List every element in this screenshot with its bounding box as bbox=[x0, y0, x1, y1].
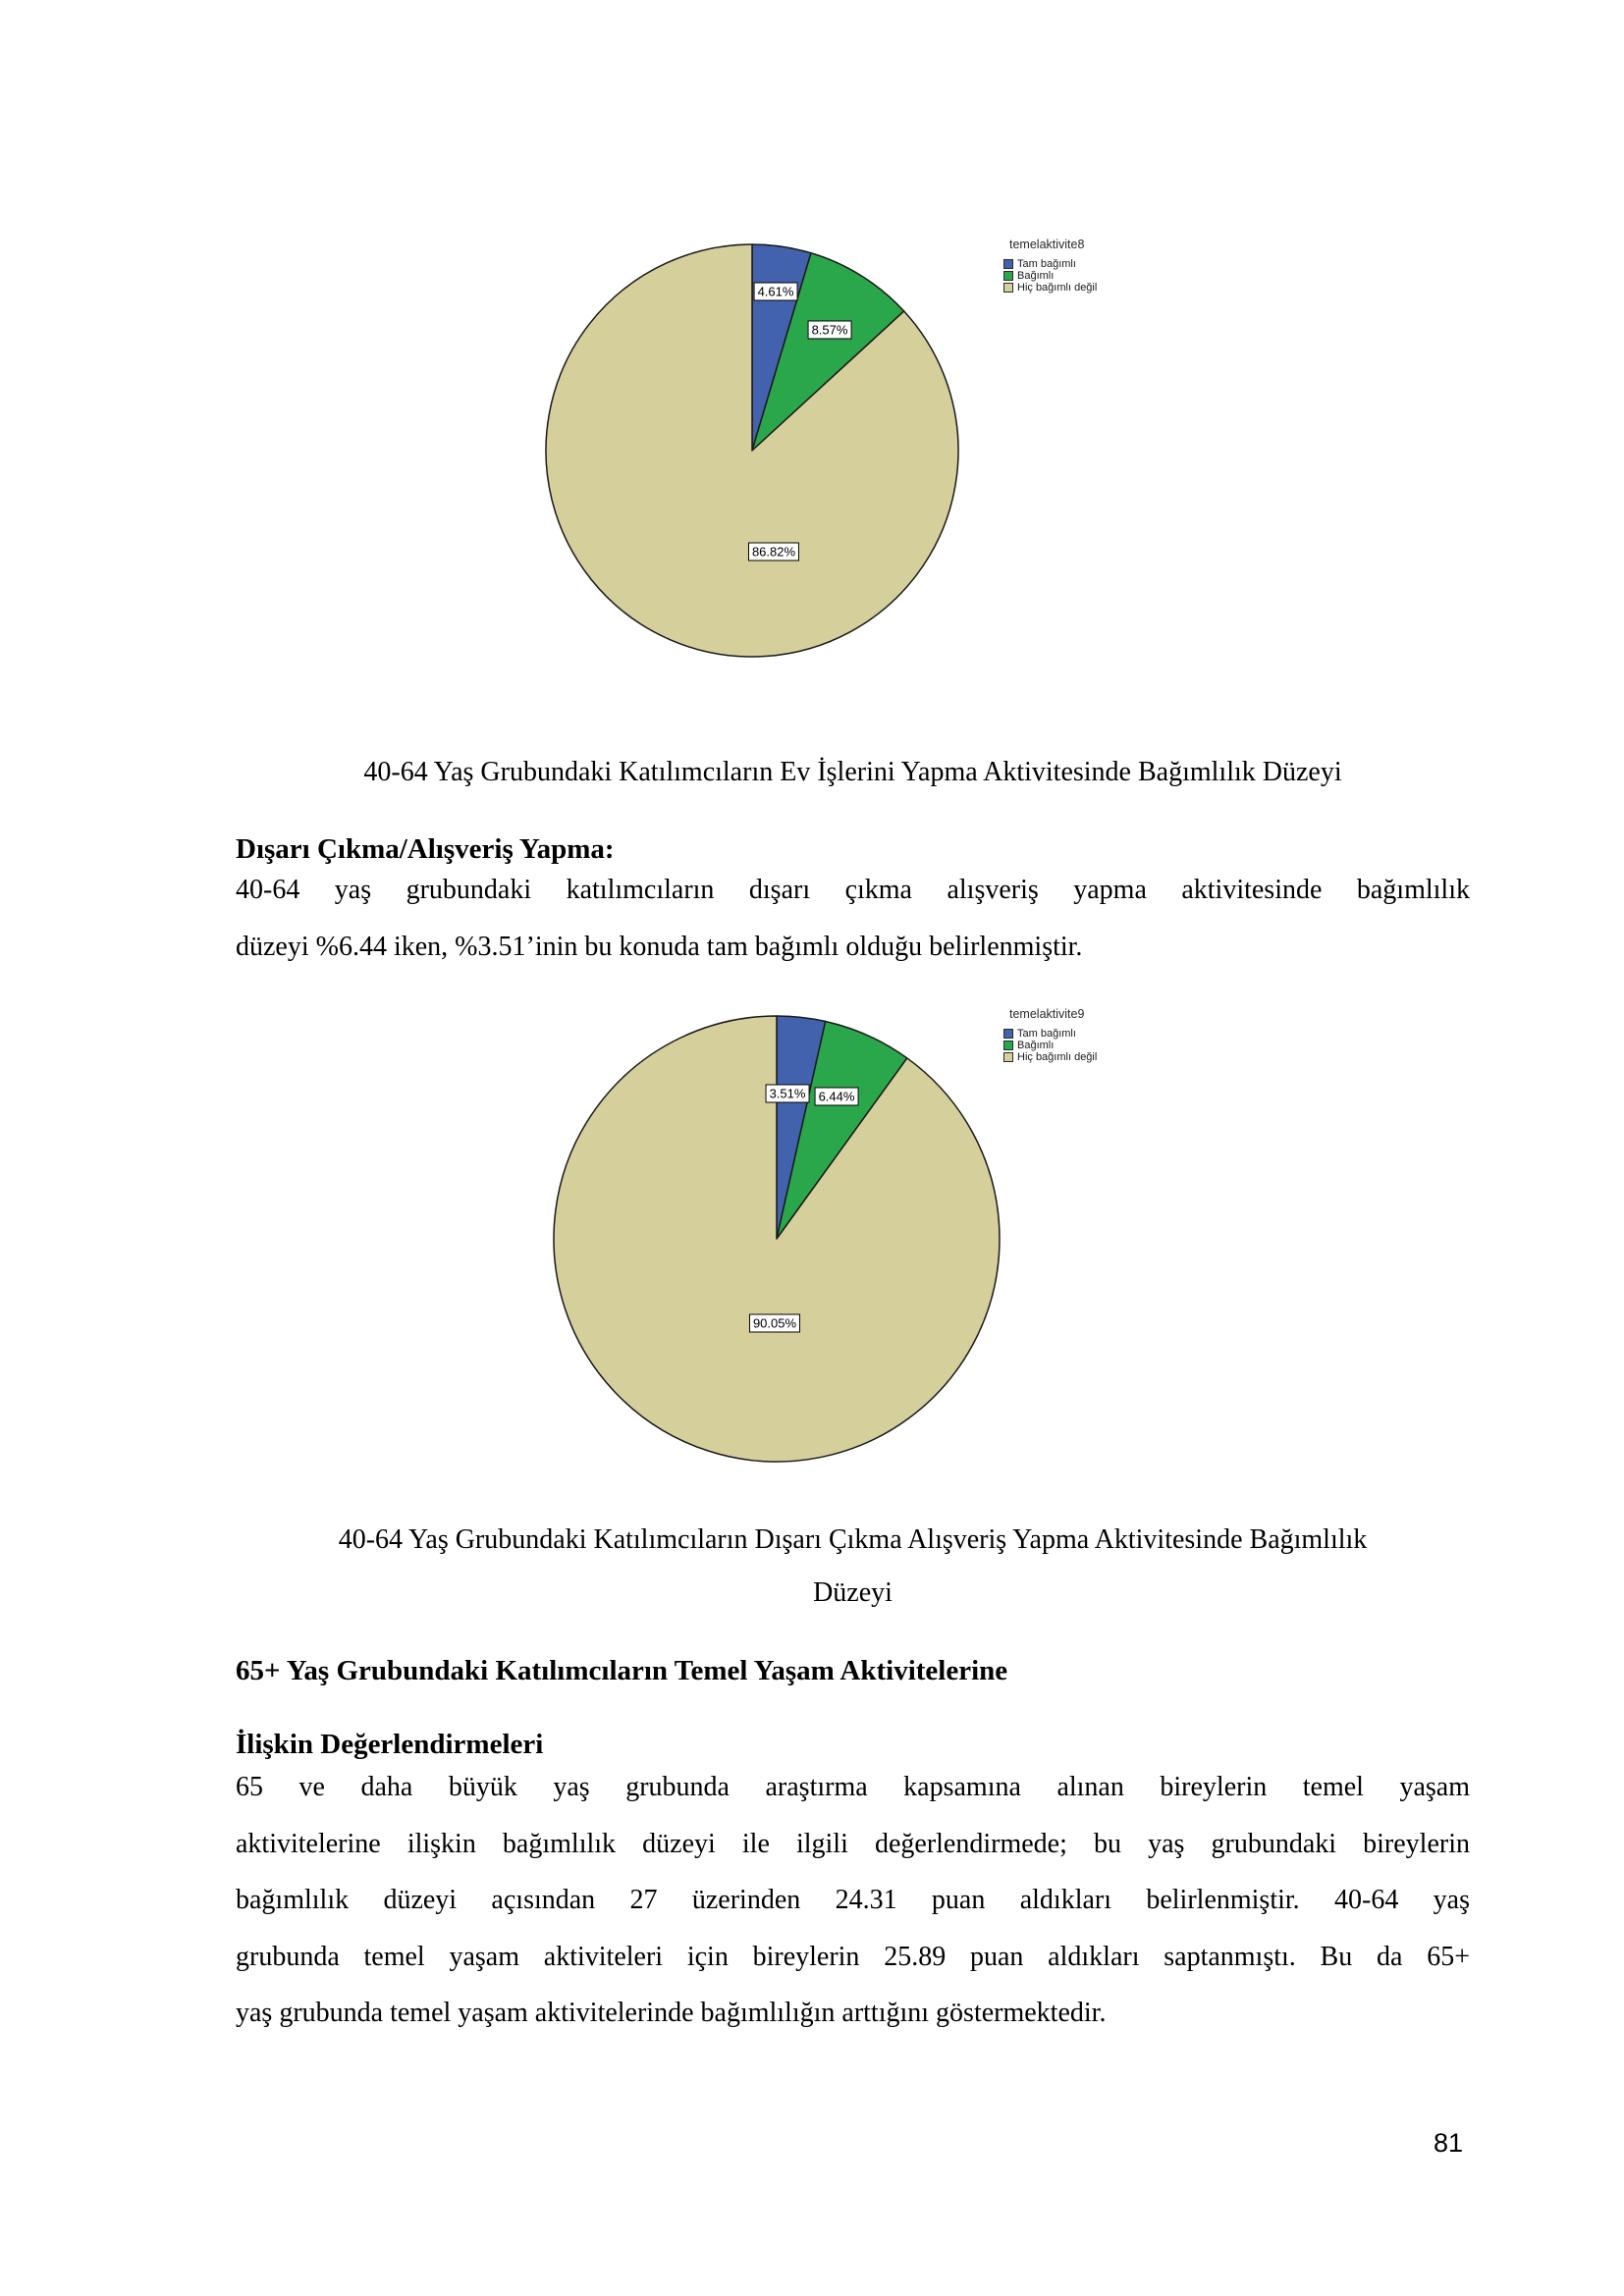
pie-chart-svg bbox=[432, 224, 1198, 695]
legend-title: temelaktivite9 bbox=[1009, 1007, 1085, 1021]
text-line: bağımlılık düzeyi açısından 27 üzerinden 24.31 puan aldıkları belirlenmiştir. 40-64 yaş bbox=[236, 1885, 1470, 1915]
pie-chart-svg bbox=[432, 1001, 1198, 1482]
pie-value-label: 3.51% bbox=[766, 1085, 810, 1103]
legend-item bbox=[1003, 282, 1097, 294]
pie-value-label: 90.05% bbox=[749, 1314, 800, 1333]
legend-label: Bağımlı bbox=[1017, 270, 1055, 282]
legend-label: Tam bağımlı bbox=[1017, 1028, 1076, 1040]
text-line: 40-64 yaş grubundaki katılımcıların dışarı çıkma alışveriş yapma aktivitesinde bağımlılık bbox=[236, 875, 1470, 905]
text-line: 65 ve daha büyük yaş grubunda araştırma kapsamına alınan bireylerin temel yaşam bbox=[236, 1772, 1470, 1802]
legend-label: Hiç bağımlı değil bbox=[1017, 1051, 1098, 1063]
legend-label: Bağımlı bbox=[1017, 1040, 1055, 1051]
pie-chart-temelaktivite8 bbox=[432, 224, 1198, 695]
pie-value-label: 8.57% bbox=[808, 321, 852, 340]
page-number: 81 bbox=[1433, 2128, 1463, 2158]
legend-swatch-icon bbox=[1003, 1052, 1013, 1062]
legend-item bbox=[1003, 1028, 1097, 1040]
paragraph-disari-cikma bbox=[236, 862, 1470, 975]
paragraph-65plus bbox=[236, 1759, 1470, 2042]
legend-item bbox=[1003, 1051, 1097, 1063]
pie-value-label: 86.82% bbox=[748, 543, 799, 561]
pie-slice-3 bbox=[554, 1016, 1000, 1462]
legend-swatch-icon bbox=[1003, 283, 1013, 293]
legend-item bbox=[1003, 258, 1097, 270]
pie-value-label: 4.61% bbox=[754, 283, 798, 301]
text-line: grubunda temel yaşam aktiviteleri için bireylerin 25.89 puan aldıkları saptanmıştı. Bu da 65+ bbox=[236, 1941, 1470, 1972]
legend-label: Tam bağımlı bbox=[1017, 258, 1076, 270]
legend-swatch-icon bbox=[1003, 1041, 1013, 1050]
text-line: yaş grubunda temel yaşam aktivitelerinde bağımlılığın arttığını göstermektedir. bbox=[236, 1998, 1107, 2028]
pie-value-label: 6.44% bbox=[815, 1088, 859, 1106]
section-heading-65plus-line2: İlişkin Değerlendirmeleri bbox=[236, 1729, 544, 1760]
figure-caption-chart2-line1: 40-64 Yaş Grubundaki Katılımcıların Dışarı Çıkma Alışveriş Yapma Aktivitesinde Bağımlılık bbox=[338, 1524, 1368, 1555]
legend-swatch-icon bbox=[1003, 259, 1013, 269]
legend-title: temelaktivite8 bbox=[1009, 238, 1085, 251]
text-line: aktivitelerine ilişkin bağımlılık düzeyi ile ilgili değerlendirmede; bu yaş grubundaki bireylerin bbox=[236, 1828, 1470, 1859]
chart-legend bbox=[1003, 238, 1097, 294]
section-heading-65plus-line1: 65+ Yaş Grubundaki Katılımcıların Temel Yaşam Aktivitelerine bbox=[236, 1655, 1008, 1686]
legend-swatch-icon bbox=[1003, 1029, 1013, 1039]
figure-caption-chart2-line2: Düzeyi bbox=[813, 1577, 893, 1608]
legend-label: Hiç bağımlı değil bbox=[1017, 282, 1098, 294]
section-heading-disari-cikma: Dışarı Çıkma/Alışveriş Yapma: bbox=[236, 833, 615, 865]
figure-caption-chart1: 40-64 Yaş Grubundaki Katılımcıların Ev İşlerini Yapma Aktivitesinde Bağımlılık Düzeyi bbox=[363, 757, 1342, 787]
legend-item bbox=[1003, 1040, 1097, 1051]
legend-item bbox=[1003, 270, 1097, 282]
chart-legend bbox=[1003, 1007, 1097, 1063]
legend-swatch-icon bbox=[1003, 271, 1013, 281]
pie-chart-temelaktivite9 bbox=[432, 1001, 1198, 1482]
text-line: düzeyi %6.44 iken, %3.51’inin bu konuda tam bağımlı olduğu belirlenmiştir. bbox=[236, 931, 1083, 962]
